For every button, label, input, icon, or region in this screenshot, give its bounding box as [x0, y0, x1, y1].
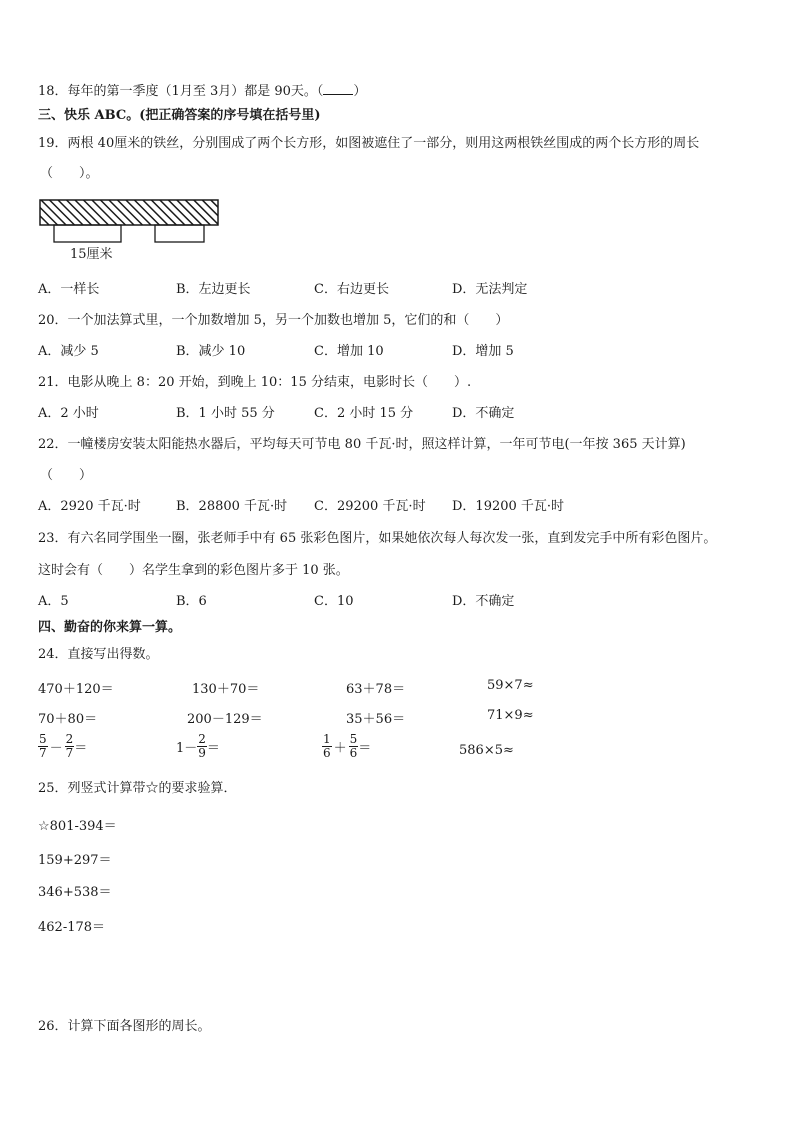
question-20: 20．一个加法算式里，一个加数增加 5，另一个加数也增加 5，它们的和（ ）: [38, 313, 509, 328]
section-4-heading: 四、勤奋的你来算一算。: [38, 620, 182, 635]
q21-option-b[interactable]: B．1 小时 55 分: [176, 406, 275, 421]
question-21: 21．电影从晚上 8：20 开始，到晚上 10：15 分结束，电影时长（ ）.: [38, 375, 472, 390]
q23-option-a[interactable]: A．5: [38, 594, 69, 609]
q22-option-a[interactable]: A．2920 千瓦·时: [38, 499, 141, 514]
q20-option-b[interactable]: B．减少 10: [176, 344, 246, 359]
right-rectangle: [155, 225, 204, 242]
rectangles-figure: [38, 198, 223, 266]
fraction: $\frac{5}{7}$: [39, 732, 47, 760]
fraction: $\frac{2}{7}$: [65, 732, 74, 760]
question-22-line1: 22．一幢楼房安装太阳能热水器后，平均每天可节电 80 千瓦·时，照这样计算，一年可节电(一年按 365 天计算): [38, 437, 686, 452]
calc-item: 70＋80＝: [38, 712, 98, 727]
calc-item: 130＋70＝: [192, 682, 260, 697]
fraction-calc-1: $\frac{5}{7}$ － $\frac{2}{7}$ ＝: [39, 732, 88, 760]
question-18-close: ）: [353, 84, 367, 99]
q22-option-b[interactable]: B．28800 千瓦·时: [176, 499, 288, 514]
calc-item: 35＋56＝: [346, 712, 406, 727]
question-19-line2: （ ）。: [40, 166, 99, 181]
q21-option-c[interactable]: C．2 小时 15 分: [314, 406, 414, 421]
q21-option-d[interactable]: D．不确定: [452, 406, 515, 421]
q19-option-b[interactable]: B．左边更长: [176, 282, 251, 297]
question-23-line1: 23．有六名同学围坐一圈，张老师手中有 65 张彩色图片，如果她依次每人每次发一张，直到发完手中所有彩色图片。: [38, 531, 717, 546]
question-26-title: 26．计算下面各图形的周长。: [38, 1019, 211, 1034]
q19-option-a[interactable]: A．一样长: [38, 282, 100, 297]
calc-item: 63＋78＝: [346, 682, 406, 697]
fraction-calc-2: 1－ $\frac{2}{9}$ ＝: [176, 732, 220, 760]
calc-item: 71×9≈: [487, 708, 534, 723]
answer-blank[interactable]: [323, 82, 353, 95]
q23-option-c[interactable]: C．10: [314, 594, 354, 609]
calc-item: 470＋120＝: [38, 682, 114, 697]
question-18: [38, 82, 366, 101]
q20-option-a[interactable]: A．减少 5: [38, 344, 99, 359]
question-23-line2: 这时会有（ ）名学生拿到的彩色图片多于 10 张。: [38, 563, 349, 578]
fraction: $\frac{2}{9}$: [198, 732, 206, 760]
fraction: $\frac{1}{6}$: [323, 732, 331, 760]
vertical-calc-item: 462-178＝: [38, 920, 106, 935]
vertical-calc-item: 346+538＝: [38, 885, 112, 900]
q20-option-d[interactable]: D．增加 5: [452, 344, 514, 359]
q19-option-d[interactable]: D．无法判定: [452, 282, 528, 297]
vertical-calc-item: 159+297＝: [38, 853, 112, 868]
q19-option-c[interactable]: C．右边更长: [314, 282, 389, 297]
question-19-line1: 19．两根 40厘米的铁丝，分别围成了两个长方形，如图被遮住了一部分，则用这两根铁丝围成的两个长方形的周长: [38, 136, 700, 151]
q22-option-c[interactable]: C．29200 千瓦·时: [314, 499, 426, 514]
fraction-calc-3: $\frac{1}{6}$ ＋ $\frac{5}{6}$ ＝: [323, 732, 372, 760]
q22-option-d[interactable]: D．19200 千瓦·时: [452, 499, 565, 514]
question-22-line2: （ ）: [40, 468, 93, 483]
figure-length-label: 15厘米: [70, 247, 113, 262]
q20-option-c[interactable]: C．增加 10: [314, 344, 384, 359]
calc-item: 59×7≈: [487, 678, 534, 693]
question-25-title: 25．列竖式计算带☆的要求验算．: [38, 781, 237, 796]
covered-part: [40, 200, 218, 225]
fraction: $\frac{5}{6}$: [349, 732, 358, 760]
q23-option-d[interactable]: D．不确定: [452, 594, 515, 609]
question-18-text: 18．每年的第一季度（1月至 3月）都是 90天。（: [38, 84, 324, 99]
calc-item: 586×5≈: [459, 743, 514, 758]
section-3-heading: 三、快乐 ABC。(把正确答案的序号填在括号里): [38, 108, 321, 123]
calc-item: 200－129＝: [187, 712, 263, 727]
q23-option-b[interactable]: B．6: [176, 594, 207, 609]
vertical-calc-item: ☆801-394＝: [38, 819, 117, 834]
left-rectangle: [54, 225, 121, 242]
question-24-title: 24．直接写出得数。: [38, 647, 159, 662]
q21-option-a[interactable]: A．2 小时: [38, 406, 99, 421]
